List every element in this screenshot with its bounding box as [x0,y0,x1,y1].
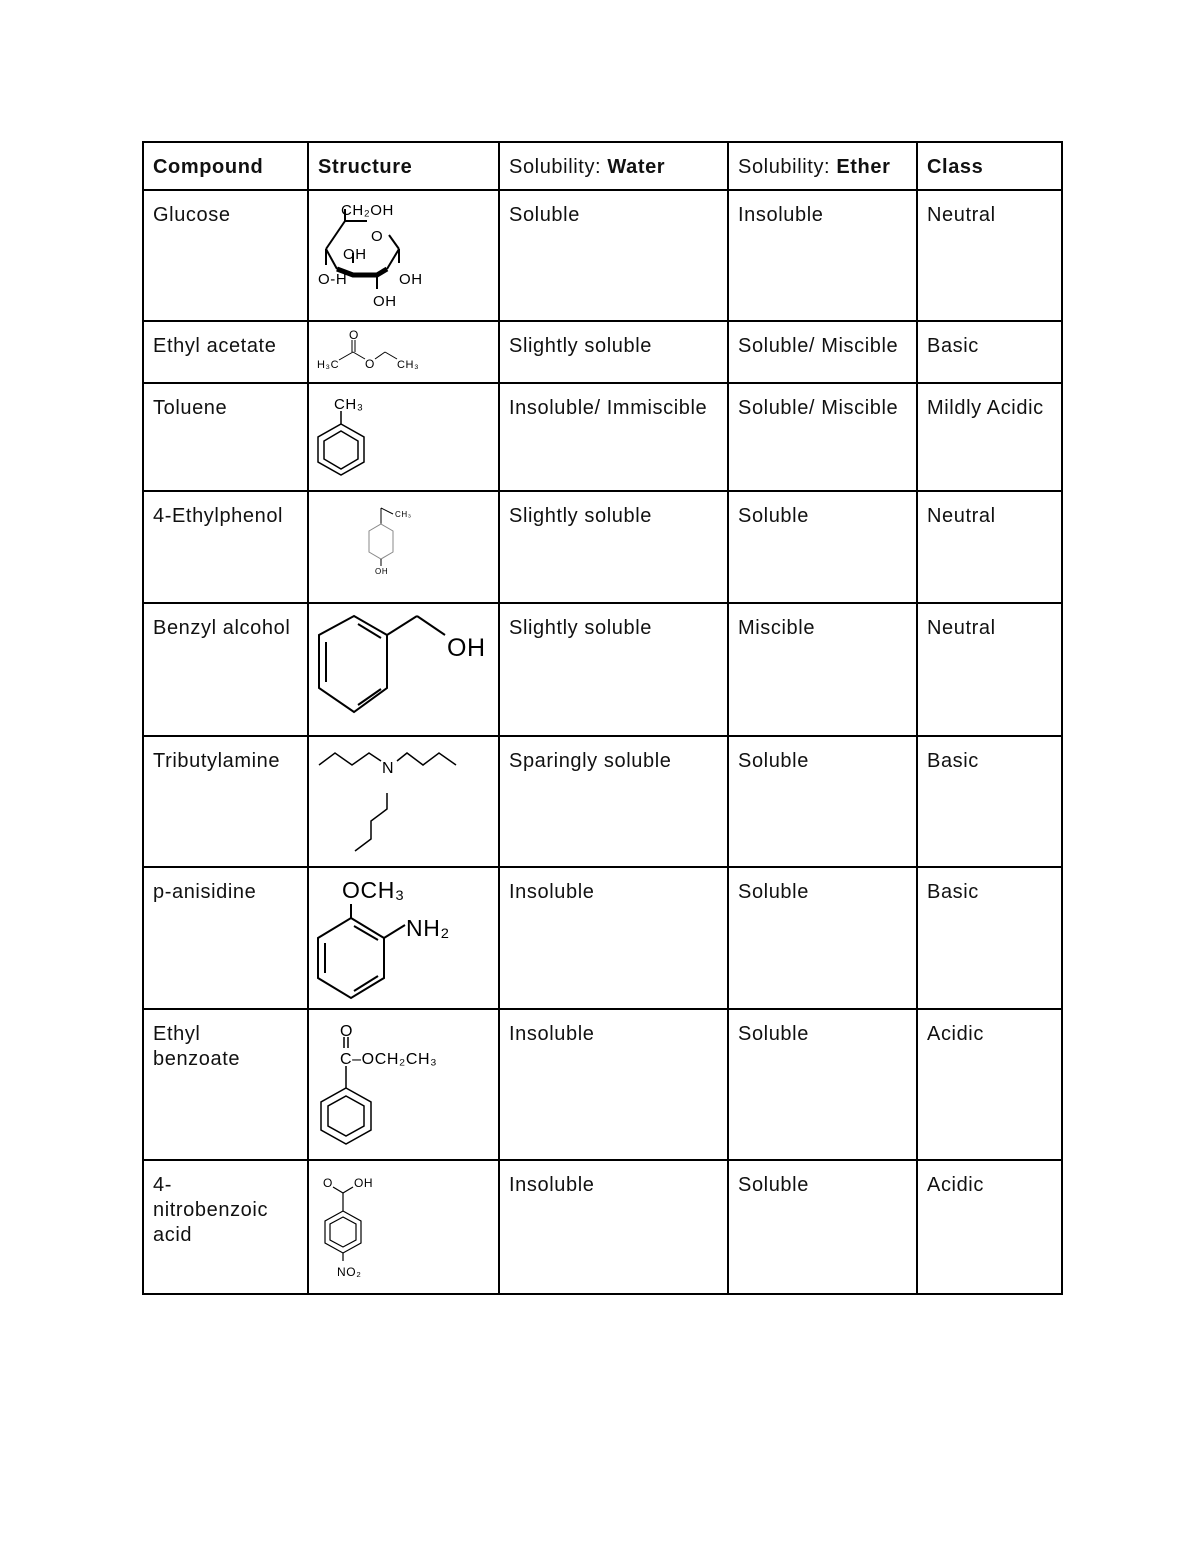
compound-name: 4- nitrobenzoic acid [143,1160,308,1294]
structure-glucose [308,190,499,321]
table-row [143,867,1062,1009]
water-solubility: Insoluble [499,1160,728,1294]
water-solubility: Insoluble [499,867,728,1009]
ether-solubility: Soluble/ Miscible [728,383,917,491]
svg-text:CH₃: CH₃ [395,510,412,519]
ether-solubility: Soluble/ Miscible [728,321,917,383]
solubility-table [142,141,1063,1295]
compound-name: Ethyl benzoate [143,1009,308,1160]
structure-p-anisidine [308,867,499,1009]
compound-name: Benzyl alcohol [143,603,308,736]
compound-class: Acidic [917,1009,1062,1160]
compound-class: Neutral [917,603,1062,736]
water-solubility: Sparingly soluble [499,736,728,867]
svg-text:O-H: O-H [318,271,348,288]
water-solubility: Soluble [499,190,728,321]
table-row [143,603,1062,736]
header-solubility-ether: Solubility: Ether [728,142,917,190]
compound-name: 4-Ethylphenol [143,491,308,603]
table-row [143,383,1062,491]
water-solubility: Insoluble/ Immiscible [499,383,728,491]
svg-text:O: O [323,1176,333,1190]
structure-benzyl-alcohol [308,603,499,736]
svg-text:O: O [340,1023,354,1040]
svg-text:OH: OH [343,246,367,263]
header-solubility-water: Solubility: Water [499,142,728,190]
water-solubility: Slightly soluble [499,491,728,603]
table-row [143,190,1062,321]
ether-solubility: Soluble [728,867,917,1009]
ether-solubility: Miscible [728,603,917,736]
compound-name: p-anisidine [143,867,308,1009]
svg-text:O: O [349,328,359,342]
structure-ethyl-acetate [308,321,499,383]
table-row [143,736,1062,867]
structure-4-ethylphenol [308,491,499,603]
compound-name: Ethyl acetate [143,321,308,383]
compound-class: Neutral [917,190,1062,321]
svg-text:C–OCH₂CH₃: C–OCH₂CH₃ [340,1051,438,1068]
table-row [143,1160,1062,1294]
water-solubility: Slightly soluble [499,321,728,383]
svg-text:CH₃: CH₃ [397,359,420,371]
svg-text:O: O [371,228,384,245]
ether-solubility: Insoluble [728,190,917,321]
structure-4-nitrobenzoic-acid [308,1160,499,1294]
table-row [143,1009,1062,1160]
header-row [143,142,1062,190]
water-solubility: Slightly soluble [499,603,728,736]
compound-name: Glucose [143,190,308,321]
structure-tributylamine [308,736,499,867]
svg-text:OH: OH [447,634,486,662]
water-solubility: Insoluble [499,1009,728,1160]
compound-name: Tributylamine [143,736,308,867]
svg-text:OCH₃: OCH₃ [342,877,405,903]
header-structure: Structure [308,142,499,190]
svg-text:N: N [382,760,395,777]
compound-class: Mildly Acidic [917,383,1062,491]
svg-text:NO₂: NO₂ [337,1265,362,1279]
svg-text:OH: OH [399,271,423,288]
compound-class: Neutral [917,491,1062,603]
svg-text:OH: OH [354,1176,374,1190]
compound-class: Basic [917,736,1062,867]
svg-text:OH: OH [373,293,397,310]
compound-class: Basic [917,321,1062,383]
structure-toluene [308,383,499,491]
header-compound: Compound [143,142,308,190]
table-row [143,491,1062,603]
ether-solubility: Soluble [728,736,917,867]
ether-solubility: Soluble [728,491,917,603]
header-class: Class [917,142,1062,190]
ether-solubility: Soluble [728,1009,917,1160]
compound-name: Toluene [143,383,308,491]
svg-text:H₃C: H₃C [317,359,340,371]
compound-class: Basic [917,867,1062,1009]
svg-text:O: O [365,357,375,371]
structure-ethyl-benzoate [308,1009,499,1160]
ether-solubility: Soluble [728,1160,917,1294]
svg-text:NH₂: NH₂ [406,915,450,941]
svg-text:CH₂OH: CH₂OH [341,202,394,219]
compound-class: Acidic [917,1160,1062,1294]
table-row [143,321,1062,383]
svg-text:CH₃: CH₃ [334,396,364,413]
svg-text:OH: OH [375,567,389,576]
